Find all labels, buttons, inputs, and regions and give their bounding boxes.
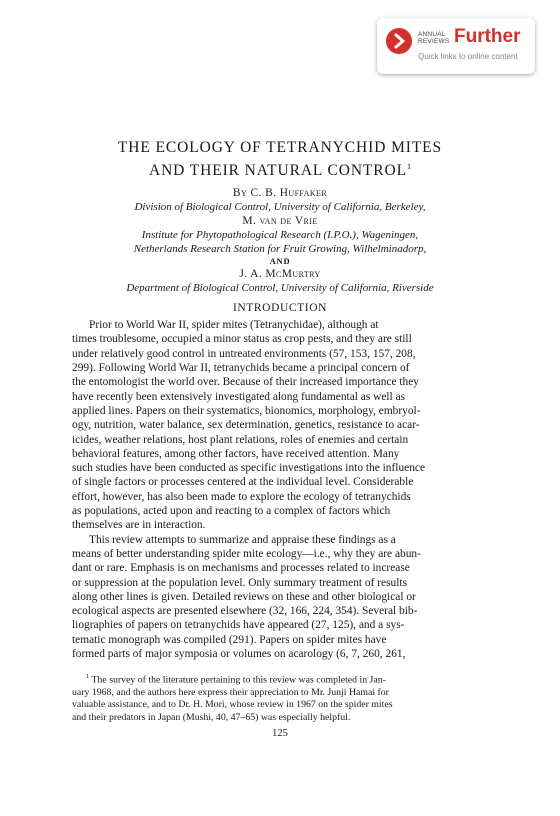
author-3-name: J. A. McMurtry [239, 268, 321, 281]
author-2 [72, 214, 488, 228]
author-1-name: C. B. Huffaker [250, 187, 328, 200]
article-title [72, 138, 488, 180]
author-1-prefix: By [232, 187, 251, 200]
paragraph-1: Prior to World War II, spider mites (Tetranychidae), although at times troublesome, occupied a minor status as crop pests, and they are still under relatively good control in untreated environments (57, 153, 157, 208, 299). Following World War II, tetranychids became a principal concern of the entomologist the world over. Because of their increased importance they have recently been extensively investigated along fundamental as well as applied lines. Papers on their systematics, bionomics, morphology, embryol- ogy, nutrition, water balance, sex determination, genetics, resistance to acar- icides, weather relations, host plant relations, roles of enemies and certain behavioral features, among other factors, have received attention. Many such studies have been conducted as specific investigations into the influence of single factors or processes centered at the individual level. Considerable effort, however, has also been made to explore the ecology of tetranychids as populations, acted upon and reacting to a complex of factors which themselves are in interaction. [72, 319, 426, 532]
annual-reviews-further-badge[interactable] [377, 18, 535, 74]
badge-brand [418, 31, 458, 45]
section-heading: INTRODUCTION [232, 302, 328, 315]
title-footnote-mark[interactable]: 1 [407, 162, 411, 171]
title-line-1: THE ECOLOGY OF TETRANYCHID MITES [117, 139, 443, 156]
paragraph-2: This review attempts to summarize and appraise these findings as a means of better understanding spider mite ecology—i.e., why they are abun- dant or rare. Emphasis is on mechanisms and processes related to increase or suppression at the population level. Only summary treatment of results along other lines is given. Detailed reviews on these and other biological or ecological aspects are presented elsewhere (32, 166, 224, 354). Several bib- liographies of papers on tetranychids have appeared (27, 125), and a sys- tematic monograph was compiled (291). Papers on spider mites have formed parts of major symposia or volumes on acarology (6, 7, 260, 261, [72, 533, 421, 660]
affiliation-3: Department of Biological Control, University of California, Riverside [126, 282, 434, 295]
author-3 [72, 267, 488, 281]
affiliation-1: Division of Biological Control, University of California, Berkeley, [134, 201, 426, 214]
article-body [72, 138, 488, 739]
affiliation-2-line-1: Institute for Phytopathological Research (I.P.O.), Wageningen, [141, 229, 419, 242]
badge-subtitle: Quick links to online content [418, 52, 518, 61]
badge-further-label: Further [454, 26, 521, 47]
footnote-mark: 1 [86, 673, 90, 681]
author-2-name: M. van de Vrie [242, 215, 318, 228]
and-separator: AND [269, 256, 291, 267]
badge-brand-line2: REVIEWS [418, 38, 450, 45]
author-1 [72, 186, 488, 200]
footnote-text: The survey of the literature pertaining to this review was completed in Jan- uary 1968, and the authors here express their appreciation to Mr. Junji Hamai for valuable assistance, and to Dr. H. Mori, whose review in 1967 on the spider mites and their predators in Japan (Mushi, 40, 47–65) was especially helpful. [72, 674, 393, 723]
title-line-2: AND THEIR NATURAL CONTROL [148, 162, 407, 180]
further-arrow-icon [386, 28, 412, 54]
affiliation-2-line-2: Netherlands Research Station for Fruit Growing, Wilhelminadorp, [133, 243, 427, 256]
badge-brand-line1: ANNUAL [418, 31, 446, 38]
footnote [72, 671, 488, 724]
page-number: 125 [272, 728, 288, 740]
